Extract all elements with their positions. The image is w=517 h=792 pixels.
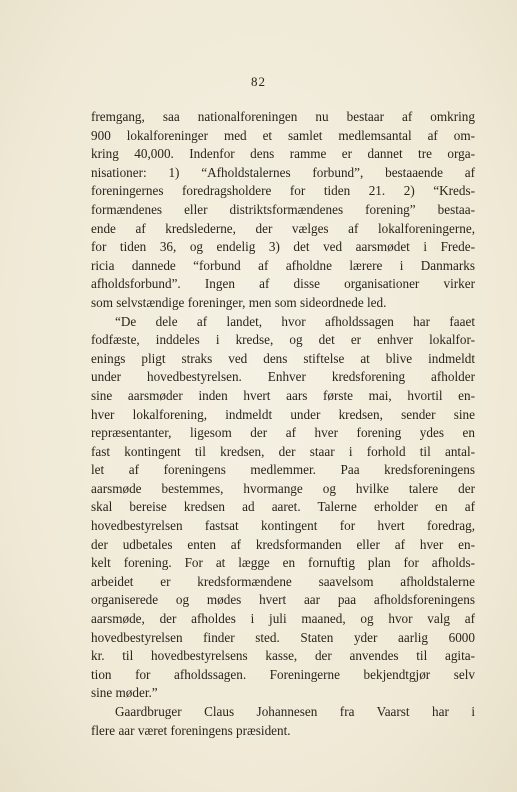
text-line: aarsmøde bestemmes, hvormange og hvilke talere der — [91, 480, 475, 496]
text-line: som selvstændige foreninger, men som sideordnede led. — [91, 294, 387, 310]
text-line: “De dele af landet, hvor afholdssagen har faaet — [115, 313, 475, 329]
text-line: arbeidet er kredsformændene saavelsom afholdstalerne — [91, 573, 475, 589]
text-line: fast kontingent til kredsen, der staar i forhold til antal- — [91, 443, 475, 459]
text-line: kring 40,000. Indenfor dens ramme er dannet tre orga- — [91, 146, 475, 162]
text-line: repræsentanter, ligesom der af hver forening ydes en — [91, 425, 475, 441]
body-text — [91, 108, 475, 740]
text-line: foreningernes foredragsholdere for tiden 21. 2) “Kreds- — [91, 183, 475, 199]
text-line: enings pligt straks ved dens stiftelse at blive indmeldt — [91, 350, 475, 366]
text-line: for tiden 36, og endelig 3) det ved aarsmødet i Frede- — [91, 239, 475, 255]
text-line: skal bereise kredsen ad aaret. Talerne erholder en af — [91, 499, 475, 515]
text-line: der udbetales enten af kredsformanden eller af hver en- — [91, 536, 475, 552]
text-line: nisationer: 1) “Afholdstalernes forbund”, bestaaende af — [91, 164, 475, 180]
text-line: hovedbestyrelsen finder sted. Staten yder aarlig 6000 — [91, 629, 475, 645]
text-line: 900 lokalforeninger med et samlet medlemsantal af om- — [91, 127, 475, 143]
text-line: kelt forening. For at lægge en fornuftig plan for afholds- — [91, 555, 475, 571]
text-line: organiserede og mødes hvert aar paa afholdsforeningens — [91, 592, 475, 608]
text-line: hovedbestyrelsen fastsat kontingent for hvert foredrag, — [91, 518, 475, 534]
text-line: Gaardbruger Claus Johannesen fra Vaarst har i — [115, 704, 475, 719]
text-line: ende af kredslederne, der vælges af lokalforeningerne, — [91, 220, 475, 236]
text-line: flere aar været foreningens præsident. — [91, 722, 291, 738]
text-line: fodfæste, inddeles i kredse, og det er enhver lokalfor- — [91, 332, 475, 348]
text-line: let af foreningens medlemmer. Paa kredsforeningens — [91, 462, 475, 478]
text-line: sine aarsmøder inden hvert aars første mai, hvortil en- — [91, 387, 475, 403]
text-line: ricia dannede “forbund af afholdne lærere i Danmarks — [91, 257, 475, 273]
text-line: hver lokalforening, indmeldt under kredsen, sender sine — [91, 406, 475, 422]
text-line: formændenes eller distriktsformændenes forening” bestaa- — [91, 201, 475, 217]
paragraph — [91, 108, 475, 313]
text-line: kr. til hovedbestyrelsens kasse, der anvendes til agita- — [91, 648, 475, 664]
text-line: under hovedbestyrelsen. Enhver kredsforening afholder — [91, 369, 475, 385]
text-line: afholdsforbund”. Ingen af disse organisationer virker — [91, 276, 475, 292]
paragraph — [91, 313, 475, 703]
page-number: 82 — [251, 74, 266, 89]
text-line: sine møder.” — [91, 685, 158, 701]
text-line: aarsmøde, der afholdes i juli maaned, og hvor valg af — [91, 611, 475, 627]
text-line: tion for afholdssagen. Foreningerne bekjendtgjør selv — [91, 666, 475, 682]
text-line: fremgang, saa nationalforeningen nu bestaar af omkring — [91, 109, 475, 124]
paragraph — [91, 703, 475, 740]
